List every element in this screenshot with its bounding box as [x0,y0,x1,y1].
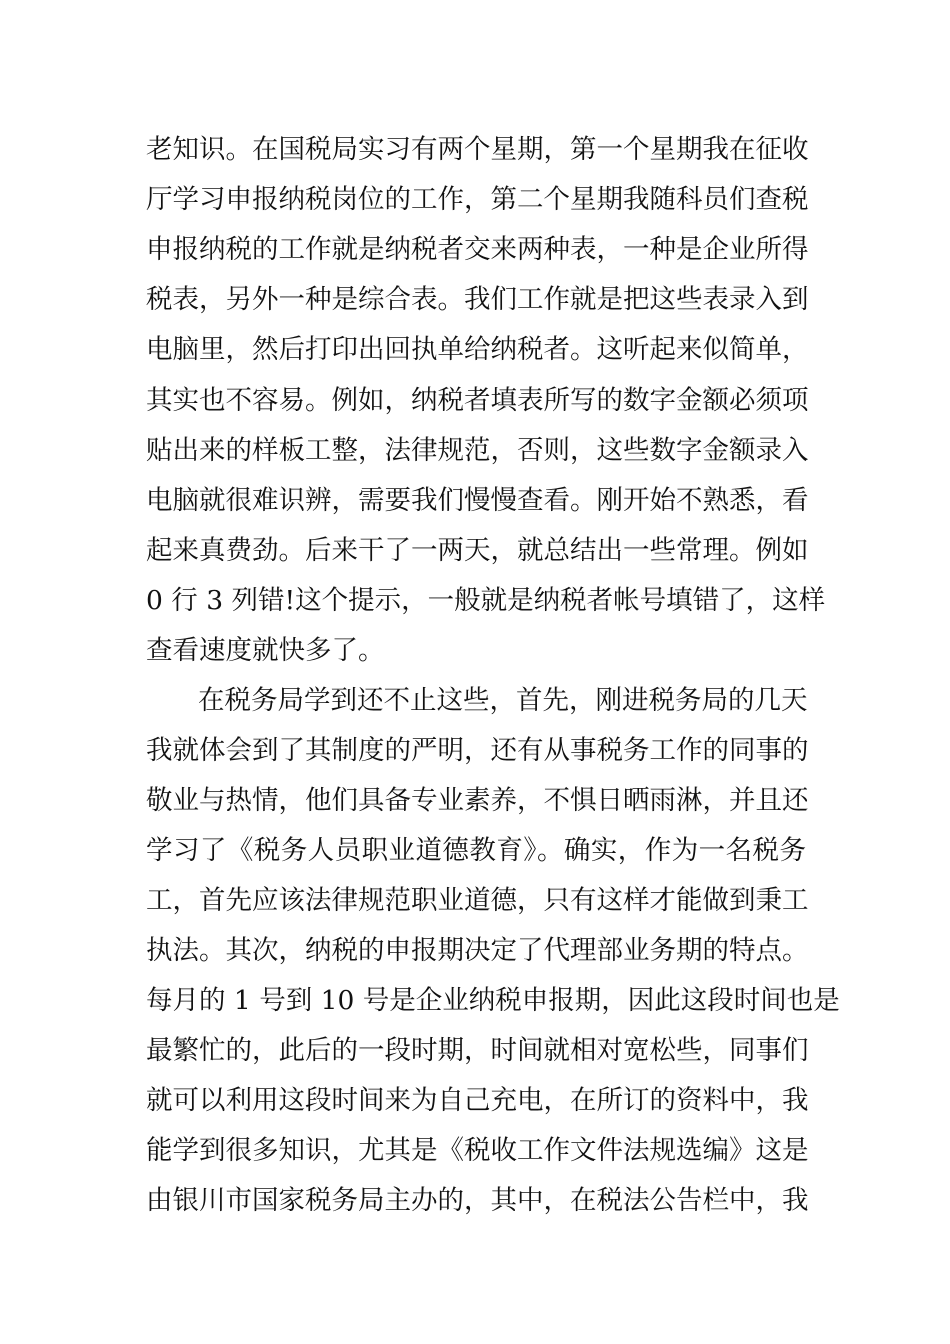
paragraph-line: 执法。其次，纳税的申报期决定了代理部业务期的特点。 [146,935,809,966]
paragraph-line: 就可以利用这段时间来为自己充电，在所订的资料中，我 [146,1085,809,1116]
paragraph-line: 老知识。在国税局实习有两个星期，第一个星期我在征收 [146,134,809,165]
paragraph-line: 电脑就很难识辨，需要我们慢慢查看。刚开始不熟悉，看 [146,485,809,516]
paragraph-line: 0 行 3 列错!这个提示，一般就是纳税者帐号填错了，这样 [146,585,826,616]
paragraph-line: 在税务局学到还不止这些，首先，刚进税务局的几天 [198,685,808,716]
paragraph-line: 我就体会到了其制度的严明，还有从事税务工作的同事的 [146,735,809,766]
paragraph-line: 能学到很多知识，尤其是《税收工作文件法规选编》这是 [146,1135,809,1166]
paragraph-line: 起来真费劲。后来干了一两天，就总结出一些常理。例如 [146,535,809,566]
paragraph-line: 申报纳税的工作就是纳税者交来两种表，一种是企业所得 [146,234,809,265]
paragraph-line: 查看速度就快多了。 [146,635,385,666]
paragraph-line: 学习了《税务人员职业道德教育》。确实，作为一名税务 [146,835,806,866]
paragraph-line: 电脑里，然后打印出回执单给纳税者。这听起来似简单， [146,334,809,365]
paragraph-line: 工，首先应该法律规范职业道德，只有这样才能做到秉工 [146,885,809,916]
paragraph-line: 税表，另外一种是综合表。我们工作就是把这些表录入到 [146,284,809,315]
paragraph-line: 由银川市国家税务局主办的，其中，在税法公告栏中，我 [146,1185,809,1216]
paragraph-line: 最繁忙的，此后的一段时期，时间就相对宽松些，同事们 [146,1035,809,1066]
paragraph-line: 其实也不容易。例如，纳税者填表所写的数字金额必须项 [146,385,809,416]
paragraph-line: 贴出来的样板工整，法律规范，否则，这些数字金额录入 [146,435,809,466]
paragraph-line: 厅学习申报纳税岗位的工作，第二个星期我随科员们查税 [146,184,809,215]
paragraph-line: 每月的 1 号到 10 号是企业纳税申报期，因此这段时间也是 [146,985,840,1016]
paragraph-line: 敬业与热情，他们具备专业素养，不惧日晒雨淋，并且还 [146,785,809,816]
